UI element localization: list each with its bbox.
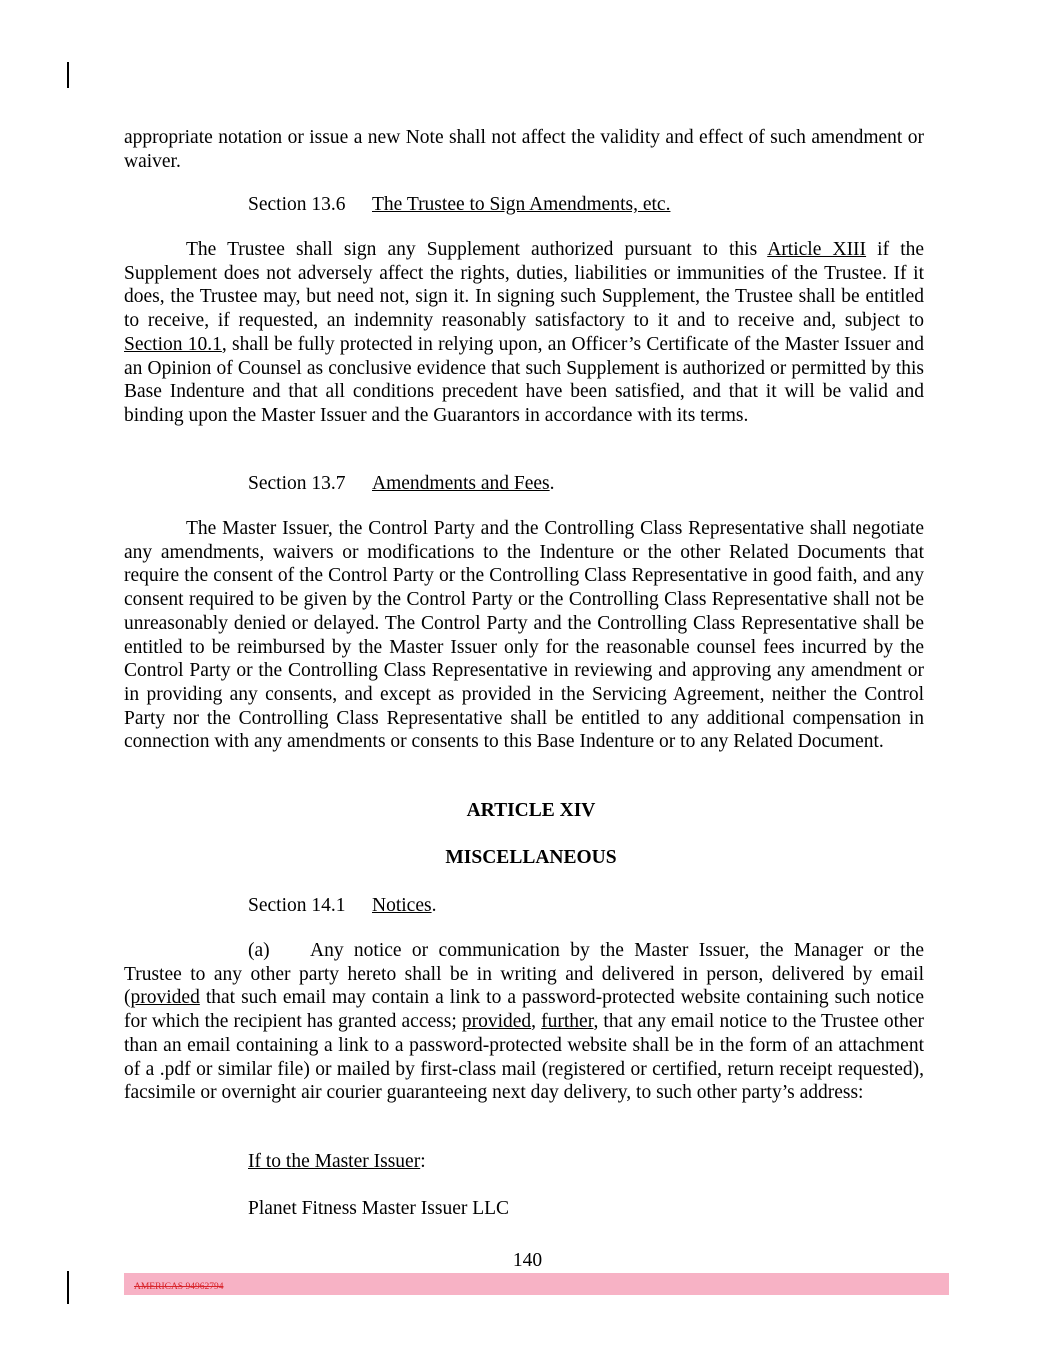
continuation-paragraph: appropriate notation or issue a new Note shall not affect the validity and effect of such amendment or waiver. bbox=[124, 127, 924, 172]
section-title: The Trustee to Sign Amendments, etc. bbox=[372, 194, 671, 215]
section-title: Amendments and Fees bbox=[372, 473, 550, 494]
section-13-6-paragraph: The Trustee shall sign any Supplement authorized pursuant to this Article XIII if the Supplement does not adversely affect the rights, duties, liabilities or immunities of the Trustee. If it does, the Trustee may, but need not, sign it. In signing such Supplement, the Trustee shall be entitled to receive, if requested, an indemnity reasonably satisfactory to it and to receive and, subject to Section 10.1, shall be fully protected in relying upon, an Officer’s Certificate of the Master Issuer and an Opinion of Counsel as conclusive evidence that such Supplement is authorized or permitted by this Base Indenture and that all conditions precedent have been satisfied, and that it will be valid and binding upon the Master Issuer and the Guarantors in accordance with its terms. bbox=[124, 239, 925, 426]
page-number: 140 bbox=[512, 1250, 543, 1271]
section-number: Section 14.1 bbox=[248, 895, 346, 916]
section-14-1-a-paragraph: (a) Any notice or communication by the Master Issuer, the Manager or the Trustee to any other party hereto shall be in writing and delivered in person, delivered by email (provided that such email may contain a link to a password-protected website containing such notice for which the recipient has granted access; provided, further, that any email notice to the Trustee other than an email containing a link to a password-protected website shall be in the form of an attachment of a .pdf or similar file) or mailed by first-class mail (registered or certified, return receipt requested), facsimile or overnight air courier guaranteeing next day delivery, to such other party’s address: bbox=[124, 940, 924, 1104]
recipient-name: Planet Fitness Master Issuer LLC bbox=[248, 1198, 510, 1219]
section-14-1-heading: Section 14.1 Notices. bbox=[248, 895, 437, 916]
section-number: Section 13.6 bbox=[248, 194, 346, 215]
article-number: ARTICLE XIV bbox=[466, 800, 596, 821]
revision-bar-bottom bbox=[67, 1271, 69, 1304]
section-title: Notices bbox=[372, 895, 432, 916]
section-number: Section 13.7 bbox=[248, 473, 346, 494]
article-title: MISCELLANEOUS bbox=[445, 847, 617, 868]
recipient-label: If to the Master Issuer: bbox=[248, 1151, 426, 1172]
article-xiii-reference: Article XIII bbox=[767, 239, 867, 260]
clause-label: (a) bbox=[248, 940, 270, 961]
section-13-7-paragraph: The Master Issuer, the Control Party and the Controlling Class Representative shall negotiate any amendments, waivers or modifications to the Indenture or the other Related Documents that require the consent of the Control Party or the Controlling Class Representative in good faith, and any consent required to be given by the Control Party or the Controlling Class Representative shall not be unreasonably denied or delayed. The Control Party and the Controlling Class Representative shall be entitled to be reimbursed by the Master Issuer only for the reasonable counsel fees incurred by the Control Party or the Controlling Class Representative in reviewing and approving any amendment or in providing any consents, and except as provided in the Servicing Agreement, neither the Control Party nor the Controlling Class Representative shall be entitled to any additional compensation in connection with any amendments or consents to this Base Indenture or to any Related Document. bbox=[124, 518, 924, 753]
document-id: AMERICAS 94962794 bbox=[134, 1282, 224, 1292]
section-13-7-heading: Section 13.7 Amendments and Fees. bbox=[248, 473, 555, 494]
footer-band bbox=[124, 1273, 949, 1295]
section-10-1-reference: Section 10.1 bbox=[124, 333, 222, 355]
revision-bar-top bbox=[67, 62, 69, 88]
section-13-6-heading bbox=[248, 193, 670, 217]
